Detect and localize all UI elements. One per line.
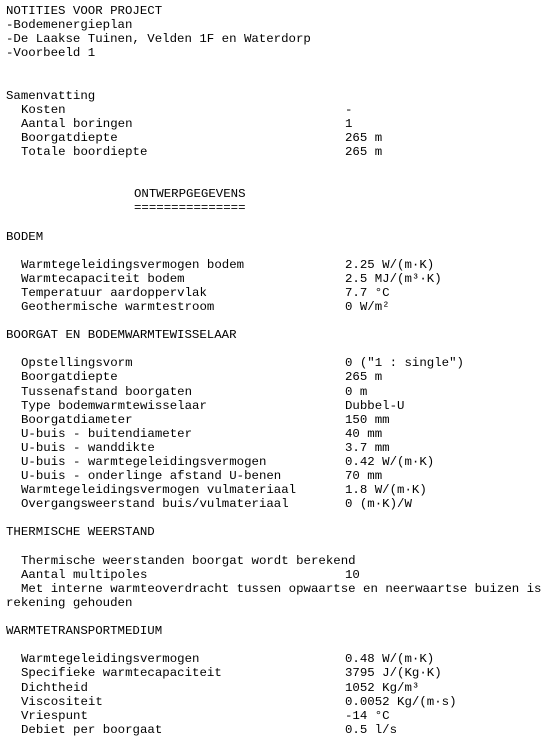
row-label: Tussenafstand boorgaten xyxy=(21,384,193,399)
project-line: -De Laakse Tuinen, Velden 1F en Waterdorp xyxy=(6,32,311,47)
row-value: 1 xyxy=(345,116,353,131)
row-label: Boorgatdiepte xyxy=(21,370,118,385)
borehole-row xyxy=(6,356,550,370)
row-label: U-buis - onderlinge afstand U-benen xyxy=(21,469,282,484)
row-value: 265 m xyxy=(345,370,383,385)
row-value: 10 xyxy=(345,567,360,582)
borehole-row xyxy=(6,497,550,511)
row-label: Warmtegeleidingsvermogen vulmateriaal xyxy=(21,483,297,498)
row-label: Warmtegeleidingsvermogen bodem xyxy=(21,257,245,272)
row-value: 2.25 W/(m·K) xyxy=(345,257,435,272)
row-value: 0 m xyxy=(345,384,368,399)
row-value: 1.8 W/(m·K) xyxy=(345,483,427,498)
borehole-row xyxy=(6,469,550,483)
row-value: 70 mm xyxy=(345,469,383,484)
borehole-row xyxy=(6,427,550,441)
spacer xyxy=(6,74,550,88)
medium-row xyxy=(6,709,550,723)
row-value: - xyxy=(345,102,353,117)
row-label: Type bodemwarmtewisselaar xyxy=(21,398,207,413)
row-label: U-buis - wanddikte xyxy=(21,440,155,455)
medium-row xyxy=(6,723,550,737)
spacer xyxy=(6,511,550,525)
spacer xyxy=(6,638,550,652)
spacer xyxy=(6,314,550,328)
row-value: 3795 J/(Kg·K) xyxy=(345,666,442,681)
design-underline: =============== xyxy=(134,201,246,216)
thermal-note: Thermische weerstanden boorgat wordt berekend xyxy=(21,553,356,568)
medium-heading: WARMTETRANSPORTMEDIUM xyxy=(6,624,163,639)
medium-row xyxy=(6,652,550,666)
bodem-row xyxy=(6,258,550,272)
row-label: Boorgatdiepte xyxy=(21,130,118,145)
row-label: Opstellingsvorm xyxy=(21,356,133,371)
row-label: Boorgatdiameter xyxy=(21,412,133,427)
borehole-row xyxy=(6,455,550,469)
row-label: Aantal boringen xyxy=(21,116,133,131)
summary-heading: Samenvatting xyxy=(6,88,96,103)
borehole-row xyxy=(6,385,550,399)
row-value: 0.0052 Kg/(m·s) xyxy=(345,694,457,709)
row-label: Temperatuur aardoppervlak xyxy=(21,285,207,300)
design-heading: ONTWERPGEGEVENS xyxy=(134,187,246,202)
row-value: 3.7 mm xyxy=(345,440,390,455)
medium-row xyxy=(6,666,550,680)
spacer xyxy=(6,159,550,173)
spacer xyxy=(6,173,550,187)
row-value: 0 (m·K)/W xyxy=(345,497,412,512)
row-value: -14 °C xyxy=(345,708,390,723)
row-value: 150 mm xyxy=(345,412,390,427)
medium-row xyxy=(6,695,550,709)
row-value: 0.5 l/s xyxy=(345,722,398,737)
project-line: -Voorbeeld 1 xyxy=(6,46,96,61)
row-value: Dubbel-U xyxy=(345,398,405,413)
summary-row xyxy=(6,103,550,117)
spacer xyxy=(6,342,550,356)
borehole-row xyxy=(6,399,550,413)
row-value: 265 m xyxy=(345,130,383,145)
borehole-heading: BOORGAT EN BODEMWARMTEWISSELAAR xyxy=(6,328,237,343)
thermal-note: Met interne warmteoverdracht tussen opwaartse en neerwaartse buizen is xyxy=(21,581,542,596)
row-label: U-buis - buitendiameter xyxy=(21,426,193,441)
borehole-row xyxy=(6,483,550,497)
row-label: Specifieke warmtecapaciteit xyxy=(21,666,222,681)
summary-row xyxy=(6,117,550,131)
borehole-row xyxy=(6,413,550,427)
row-label: Vriespunt xyxy=(21,708,88,723)
summary-row xyxy=(6,145,550,159)
row-label: Warmtegeleidingsvermogen xyxy=(21,652,200,667)
spacer xyxy=(6,540,550,554)
row-value: 0 ("1 : single") xyxy=(345,356,464,371)
spacer xyxy=(6,215,550,229)
row-label: Viscositeit xyxy=(21,694,103,709)
bodem-row xyxy=(6,272,550,286)
bodem-heading: BODEM xyxy=(6,229,44,244)
row-value: 2.5 MJ/(m³·K) xyxy=(345,271,442,286)
row-label: Aantal multipoles xyxy=(21,567,148,582)
project-line: -Bodemenergieplan xyxy=(6,18,133,33)
row-value: 7.7 °C xyxy=(345,285,390,300)
row-label: U-buis - warmtegeleidingsvermogen xyxy=(21,455,267,469)
row-label: Overgangsweerstand buis/vulmateriaal xyxy=(21,497,289,512)
thermal-row xyxy=(6,568,550,582)
bodem-row xyxy=(6,286,550,300)
row-label: Geothermische warmtestroom xyxy=(21,299,215,314)
row-value: 0.42 W/(m·K) xyxy=(345,455,435,469)
row-label: Totale boordiepte xyxy=(21,144,148,159)
row-label: Debiet per boorgaat xyxy=(21,722,163,737)
project-title: NOTITIES VOOR PROJECT xyxy=(6,4,163,18)
bodem-row xyxy=(6,300,550,314)
row-label: Warmtecapaciteit bodem xyxy=(21,271,185,286)
medium-row xyxy=(6,681,550,695)
thermal-note-continued: rekening gehouden xyxy=(6,595,133,610)
spacer xyxy=(6,610,550,624)
row-value: 1052 Kg/m³ xyxy=(345,680,420,695)
thermal-heading: THERMISCHE WEERSTAND xyxy=(6,525,155,540)
row-value: 0.48 W/(m·K) xyxy=(345,652,435,667)
row-label: Dichtheid xyxy=(21,680,88,695)
row-value: 0 W/m² xyxy=(345,299,390,314)
summary-row xyxy=(6,131,550,145)
borehole-row xyxy=(6,370,550,384)
spacer xyxy=(6,60,550,74)
row-value: 40 mm xyxy=(345,426,383,441)
spacer xyxy=(6,244,550,258)
borehole-row xyxy=(6,441,550,455)
row-label: Kosten xyxy=(21,102,66,117)
row-value: 265 m xyxy=(345,144,383,159)
